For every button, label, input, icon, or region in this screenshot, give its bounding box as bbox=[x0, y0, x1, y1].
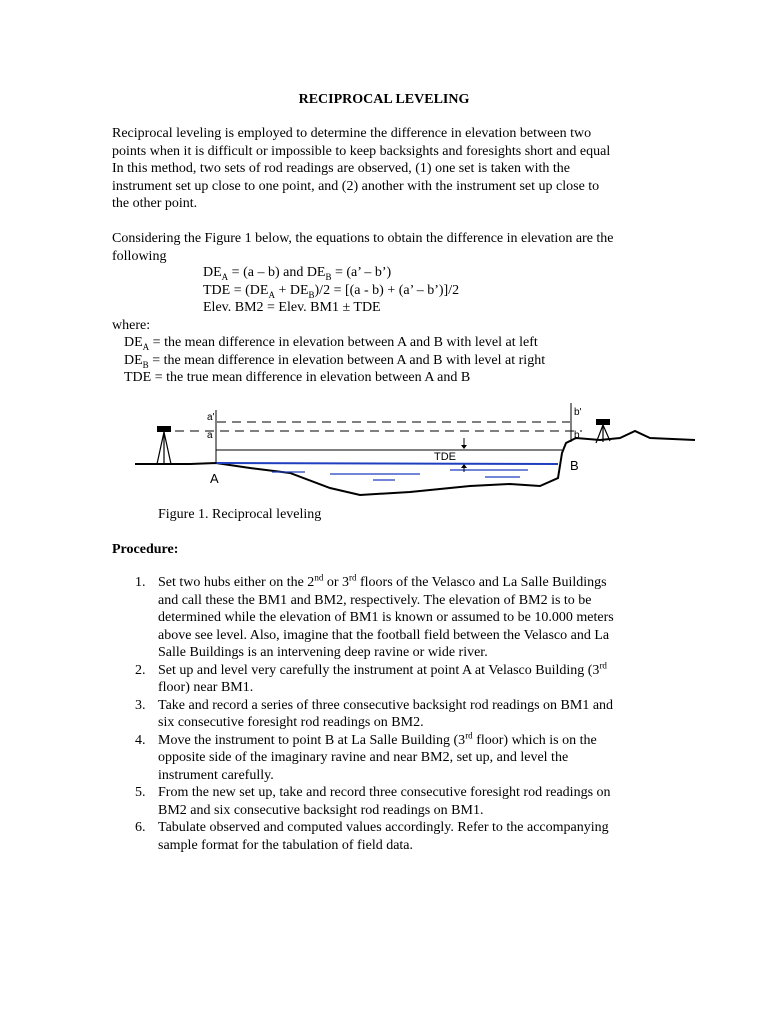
label-b-prime: b' bbox=[574, 407, 582, 418]
definition-tde: TDE = the true mean difference in elevation between A and B bbox=[124, 370, 471, 385]
tde-arrowhead-top bbox=[461, 445, 467, 449]
step-number: 1. bbox=[135, 575, 146, 590]
procedure-step bbox=[135, 574, 655, 662]
equation-de: $DE_A = (a - b)$ and $DE_B = (a$’ – b’) bbox=[203, 265, 392, 282]
considering-paragraph bbox=[112, 230, 672, 265]
equation-elev: Elev. BM2 = Elev. BM1 ± TDE bbox=[203, 300, 381, 315]
step-number: 6. bbox=[135, 820, 146, 835]
step-number: 5. bbox=[135, 785, 146, 800]
label-a: a bbox=[207, 430, 213, 441]
intro-line: the other point. bbox=[112, 196, 198, 211]
procedure-heading: Procedure: bbox=[112, 542, 179, 557]
step-text: Set two hubs either on the 2nd or 3rd floors of the Velasco and La Salle Buildings and call these the BM1 and BM2, respectively. The elevation of BM2 is to be determined while the elevation of BM1 is known or assumed to be 10.000 meters above see level. Also, imagine that the football field between the Velasco and La Salle Buildings is an intervening deep ravine or wide river. bbox=[158, 572, 614, 660]
considering-line: following bbox=[112, 248, 167, 264]
step-text: From the new set up, take and record three consecutive foresight rod readings on BM2 and six consecutive backsight rod readings on BM1. bbox=[158, 785, 611, 818]
equation-tde: TDE = $(DE_A + DE_B)/2 = [(a - b) + (a$’ – b’)]/2 bbox=[203, 282, 460, 300]
figure-caption: Figure 1. Reciprocal leveling bbox=[158, 507, 322, 522]
page-title: RECIPROCAL LEVELING bbox=[298, 92, 470, 107]
label-b: b bbox=[574, 430, 580, 441]
procedure-step bbox=[135, 729, 655, 785]
intro-line: In this method, two sets of rod readings are observed, (1) one set is taken with the bbox=[112, 161, 571, 176]
definitions bbox=[124, 334, 684, 387]
intro-paragraph bbox=[112, 125, 672, 213]
definition-dea: $DE_A$ = the mean difference in elevation between A and B with level at left bbox=[124, 335, 538, 352]
step-number: 4. bbox=[135, 732, 146, 748]
water-surface bbox=[216, 463, 558, 464]
label-point-b: B bbox=[570, 458, 579, 473]
definition-deb: $DE_B$ = the mean difference in elevation between A and B with level at right bbox=[124, 352, 546, 370]
equations bbox=[203, 264, 603, 317]
step-text: Move the instrument to point B at La Salle Building (3rd floor) which is on the opposite side of the imaginary ravine and near BM2, set up, and level the instrument carefully. bbox=[158, 729, 597, 783]
reciprocal-leveling-figure bbox=[130, 398, 700, 498]
label-a-prime: a' bbox=[207, 412, 215, 423]
label-point-a: A bbox=[210, 471, 219, 486]
procedure-list bbox=[135, 574, 655, 854]
intro-line: Reciprocal leveling is employed to determine the difference in elevation between two bbox=[112, 126, 592, 141]
procedure-step bbox=[135, 659, 655, 697]
intro-line: points when it is difficult or impossible to keep backsights and foresights short and equal bbox=[112, 143, 611, 159]
step-text: Take and record a series of three consecutive backsight rod readings on BM1 and six consecutive foresight rod readings on BM2. bbox=[158, 697, 614, 730]
where-label: where: bbox=[112, 318, 151, 333]
step-number: 3. bbox=[135, 697, 146, 713]
step-number: 2. bbox=[135, 662, 146, 678]
step-text: Set up and level very carefully the instrument at point A at Velasco Building (3rd floor) near BM1. bbox=[158, 659, 607, 695]
intro-line: instrument set up close to one point, and (2) another with the instrument set up close to bbox=[112, 178, 600, 194]
considering-line: Considering the Figure 1 below, the equations to obtain the difference in elevation are the bbox=[112, 231, 614, 246]
step-text: Tabulate observed and computed values accordingly. Refer to the accompanying sample format for the tabulation of field data. bbox=[158, 820, 609, 853]
procedure-step bbox=[135, 784, 655, 819]
procedure-step bbox=[135, 819, 655, 854]
label-tde: TDE bbox=[434, 451, 456, 463]
procedure-step bbox=[135, 697, 655, 732]
tripod-left bbox=[157, 426, 171, 464]
